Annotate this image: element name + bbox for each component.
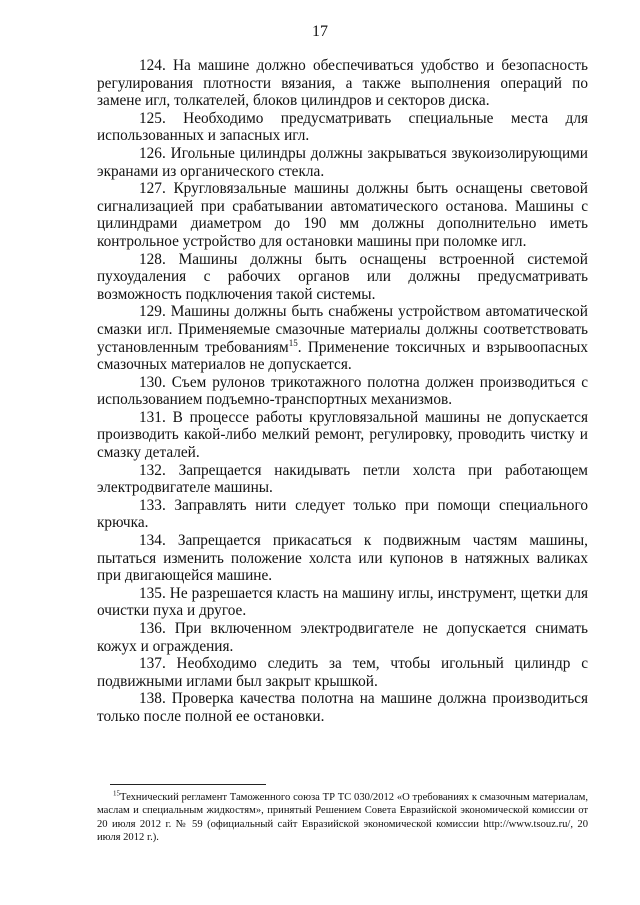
paragraph-133: 133. Заправлять нити следует только при помощи специального крючка. xyxy=(97,496,588,532)
paragraph-129 xyxy=(97,303,588,373)
paragraph-130: 130. Съем рулонов трикотажного полотна должен производиться с использованием подъемно-транспортных механизмов. xyxy=(97,373,588,409)
footnote-mark: 15 xyxy=(113,789,120,798)
paragraph-137: 137. Необходимо следить за тем, чтобы игольный цилиндр с подвижными иглами был закрыт крышкой. xyxy=(97,655,588,690)
paragraph-129-text-before: 129. Машины должны быть снабжены устройством автоматической смазки игл. Применяемые смазочные материалы должны соответствовать установленным требованиям xyxy=(97,303,588,356)
paragraph-126: 126. Игольные цилиндры должны закрываться звукоизолирующими экранами из органического стекла. xyxy=(97,144,588,180)
paragraph-138: 138. Проверка качества полотна на машине должна производиться только после полной ее остановки. xyxy=(97,690,588,725)
footnote xyxy=(97,791,588,845)
paragraph-135: 135. Не разрешается класть на машину иглы, инструмент, щетки для очистки пуха и другое. xyxy=(97,584,588,620)
paragraph-129-text-after: . Применение токсичных и взрывоопасных смазочных материалов не допускается. xyxy=(97,338,588,374)
paragraph-125: 125. Необходимо предусматривать специальные места для использованных и запасных игл. xyxy=(97,109,588,145)
document-body xyxy=(97,57,588,726)
footnote-text: Технический регламент Таможенного союза ТР ТС 030/2012 «О требованиях к смазочным материалам, маслам и специальным жидкостям», принятый Решением Совета Евразийской экономической комиссии от 20 июля 2012 г. № 59 (официальный сайт Евразийской экономической комиссии http://www.tsouz.ru/, 20 июля 2012 г.). xyxy=(97,792,588,844)
paragraph-136: 136. При включенном электродвигателе не допускается снимать кожух и ограждения. xyxy=(97,620,588,655)
paragraph-131: 131. В процессе работы кругловязальной машины не допускается производить какой-либо мелкий ремонт, регулировку, проводить чистку и смазку деталей. xyxy=(97,408,588,462)
paragraph-127: 127. Кругловязальные машины должны быть оснащены световой сигнализацией при срабатывании автоматического останова. Машины с цилиндрами диаметром до 190 мм должны дополнительно иметь контрольное устройство для остановки машины при поломке игл. xyxy=(97,180,588,250)
paragraph-134: 134. Запрещается прикасаться к подвижным частям машины, пытаться изменить положение холста или купонов в натяжных валиках при двигающейся машине. xyxy=(97,532,588,585)
paragraph-128: 128. Машины должны быть оснащены встроенной системой пухоудаления с рабочих органов или должны предусматривать возможность подключения такой системы. xyxy=(97,250,588,303)
footnote-divider xyxy=(110,784,266,785)
paragraph-124: 124. На машине должно обеспечиваться удобство и безопасность регулирования плотности вязания, а также выполнения операций по замене игл, толкателей, блоков цилиндров и секторов диска. xyxy=(97,57,588,110)
page-number: 17 xyxy=(312,23,328,40)
footnote-reference[interactable]: 15 xyxy=(288,337,298,348)
paragraph-132: 132. Запрещается накидывать петли холста при работающем электродвигателе машины. xyxy=(97,461,588,497)
